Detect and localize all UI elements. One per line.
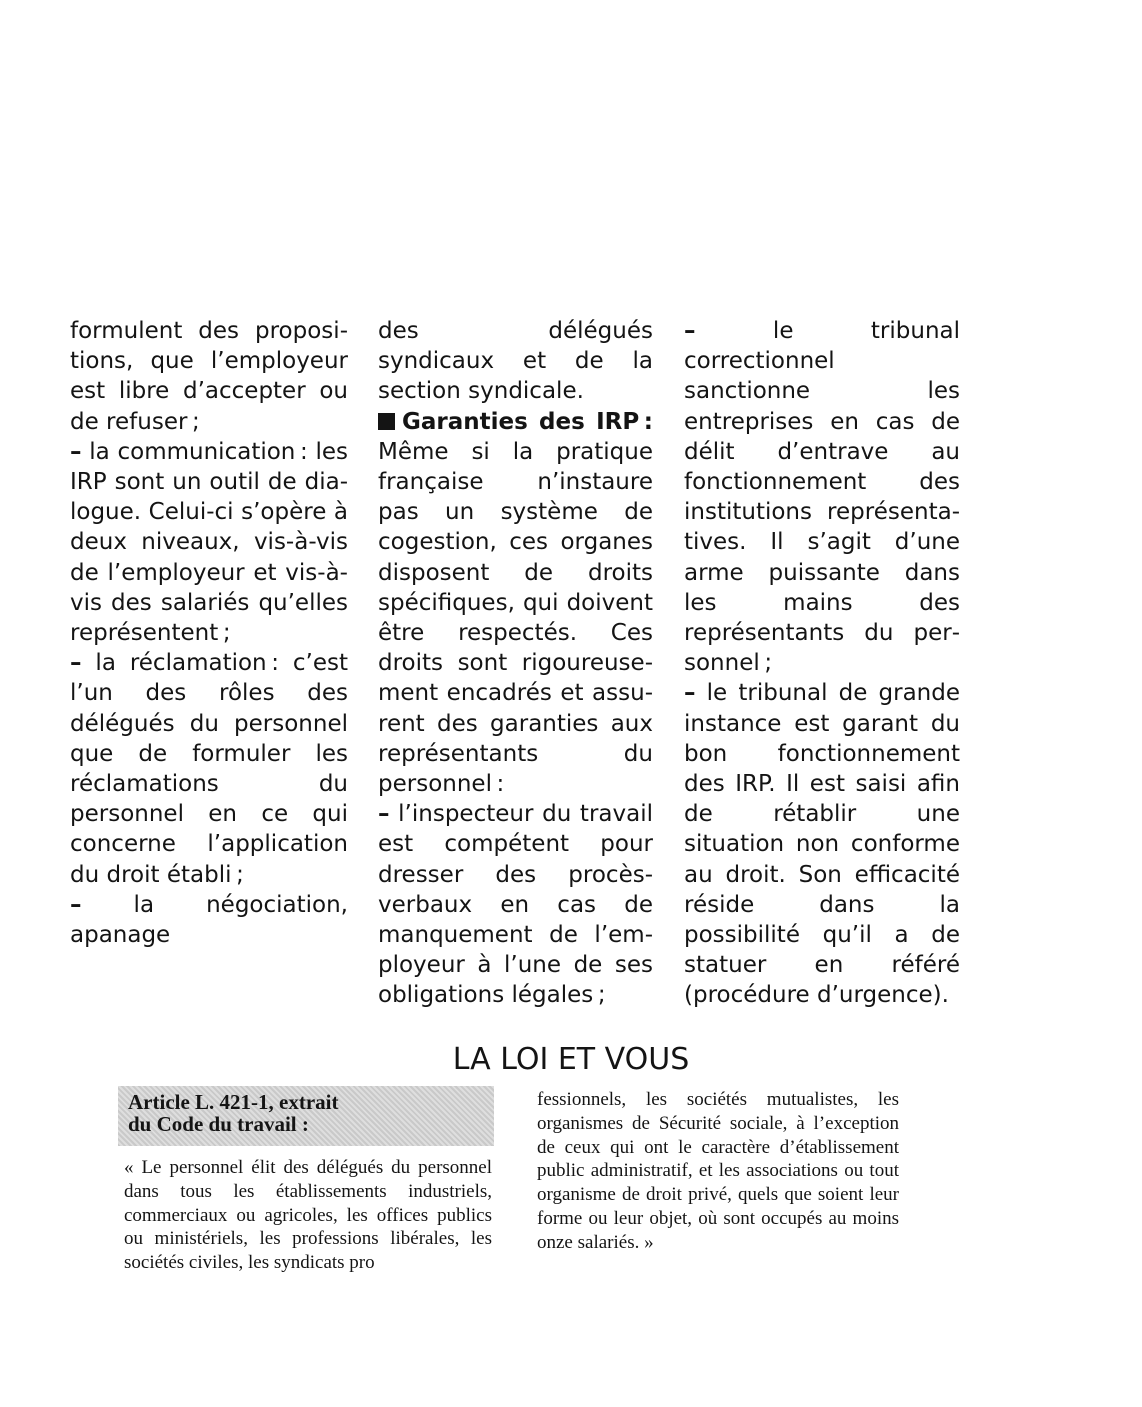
paragraph [378,799,653,1010]
law-quote-right [537,1088,899,1255]
paragraph-text: formulent des propositions, que l’employeur est libre d’accepter ou de refuser ; [70,318,348,435]
law-quote-left [124,1156,492,1275]
paragraph-text: la réclamation : c’est l’un des rôles des délégués du personnel que de formuler les réclamations du personnel en ce qui concerne l’application du droit établi ; [70,650,348,888]
dash-bullet: – [684,318,696,344]
section-heading: Garanties des IRP : [402,408,653,435]
paragraph [70,437,348,648]
article-label-line: Article L. 421-1, extrait [128,1090,339,1114]
paragraph-text: le tribunal correctionnel sanctionne les entreprises en cas de délit d’entrave au fonctionnement des institutions représentatives. Il s’agit d’une arme puissante dans les mains des représentants du personnel ; [684,318,960,677]
paragraph [378,316,653,407]
paragraph-text: l’inspecteur du travail est compétent pour dresser des procès-verbaux en cas de manquement de l’employeur à l’une de ses obligations légales ; [378,801,653,1009]
paragraph [684,316,960,678]
article-label-line: du Code du travail : [128,1112,309,1136]
paragraph [684,678,960,1010]
text-column-3 [684,316,960,1011]
quote-text: « Le personnel élit des délégués du personnel dans tous les établissements industriels, commerciaux ou agricoles, les offices publics ou ministériels, les professions libérales, les sociétés civiles, les syndicats pro [124,1157,492,1274]
square-bullet-icon [378,413,395,430]
text-column-1 [70,316,348,950]
dash-bullet: – [70,891,82,918]
dash-bullet: – [378,801,390,828]
paragraph [70,890,348,950]
paragraph-text: la négociation, apanage [70,891,348,949]
dash-bullet: – [70,650,82,677]
paragraph [70,316,348,437]
dash-bullet: – [70,438,82,465]
paragraph-text: le tribunal de grande instance est garant du bon fonctionnement des IRP. Il est saisi afin de rétablir une situation non conforme au droit. Son efficacité réside dans la possibilité qu’il a de statuer en référé (procédure d’urgence). [684,680,960,1009]
dash-bullet: – [684,680,696,707]
paragraph-text: la communication : les IRP sont un outil de dialogue. Celui-ci s’opère à deux niveaux, vis-à-vis de l’employeur et vis-à-vis des salariés qu’elles représentent ; [70,438,348,647]
paragraph-text: des délégués syndicaux et de la section syndicale. [378,318,653,405]
quote-text: fessionnels, les sociétés mutualistes, les organismes de Sécurité sociale, à l’exception de ceux qui ont le caractère d’établissement public administratif, et les associations ou tout organisme de droit privé, quels que soient leur forme ou leur objet, où sont occupés au moins onze salariés. » [537,1089,899,1253]
paragraph [378,407,653,800]
article-label [118,1086,494,1146]
paragraph-text: Même si la pratique française n’instaure pas un système de cogestion, ces organes disposent de droits spécifiques, qui doivent être respectés. Ces droits sont rigoureusement encadrés et assurent des garanties aux représentants du personnel : [378,438,653,798]
text-column-2 [378,316,653,1011]
paragraph [70,648,348,890]
box-title: LA LOI ET VOUS [452,1042,690,1077]
